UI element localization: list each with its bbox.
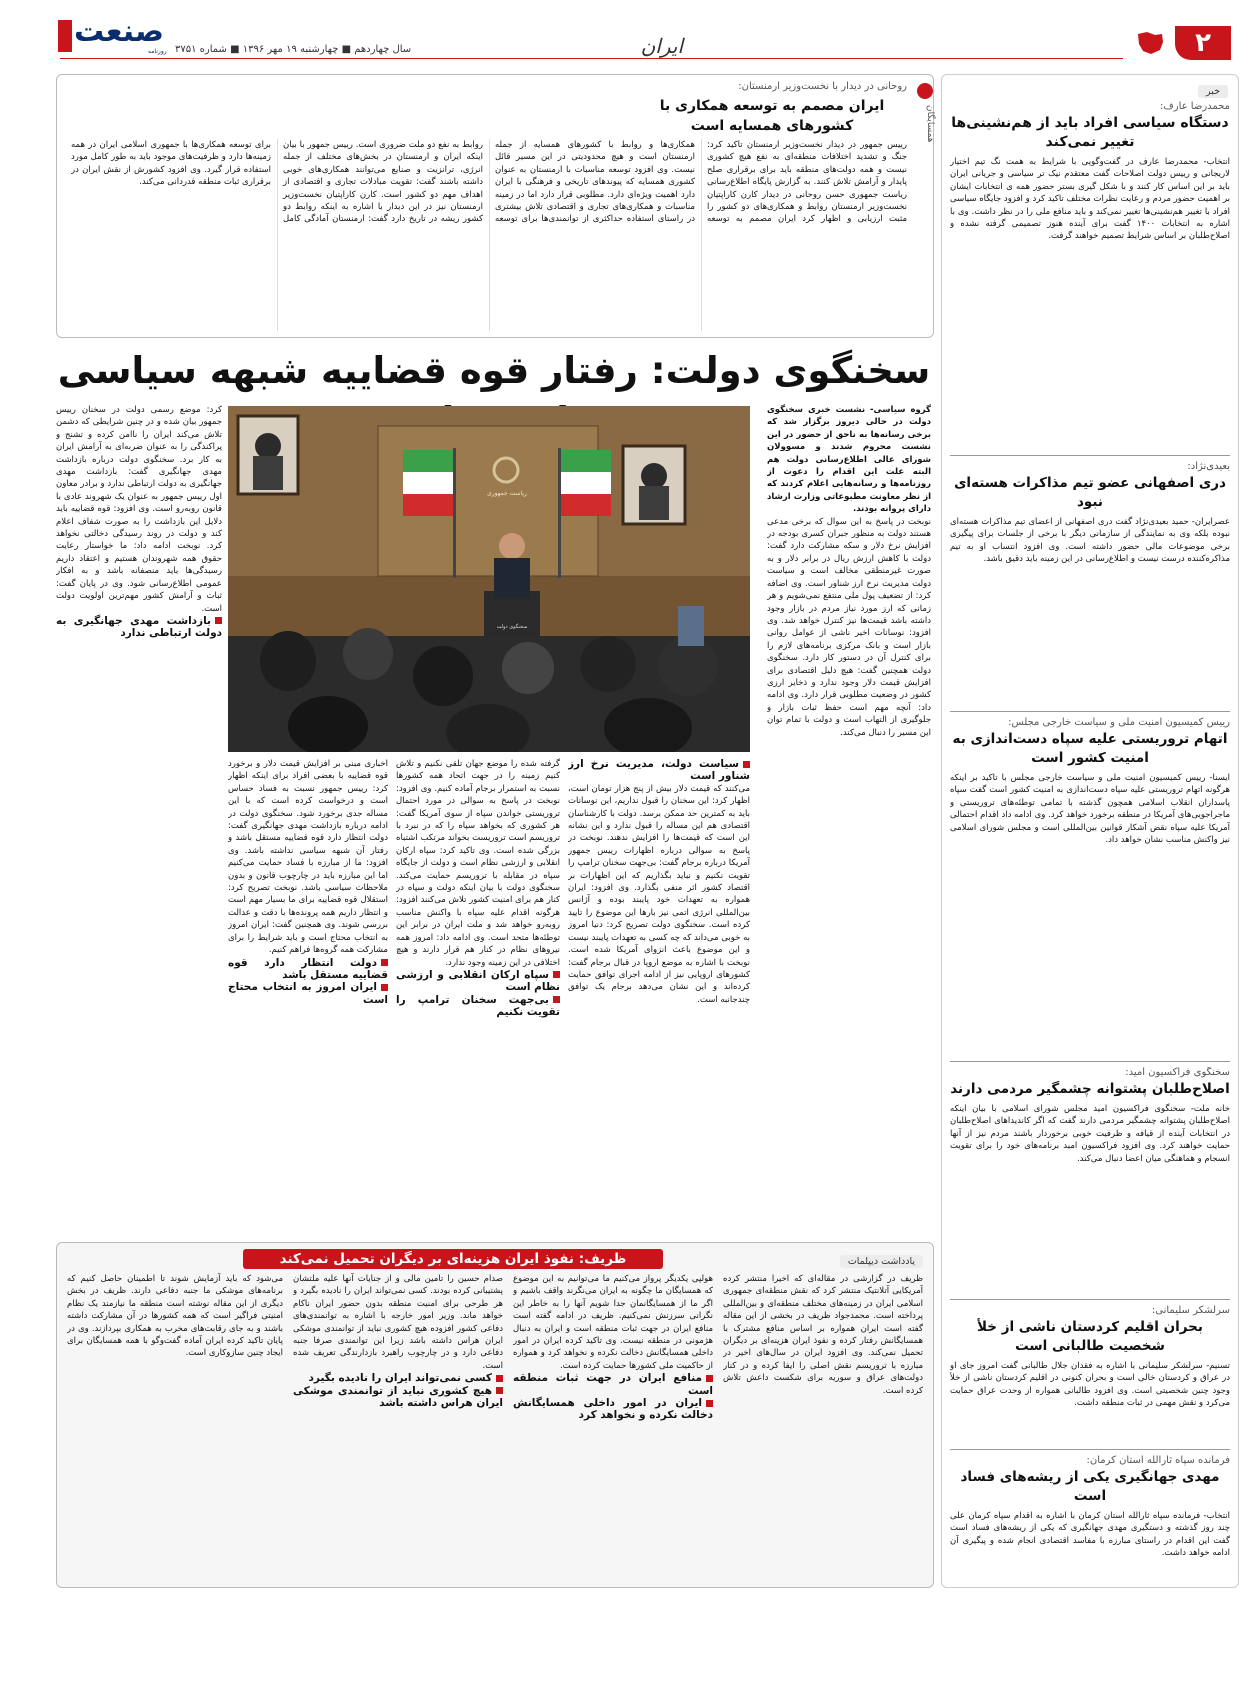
bottom-story-box xyxy=(56,1242,934,1588)
bottom-body-4: می‌شود که باید آزمایش شوند تا اطمینان حاصل کنیم که برنامه‌های موشکی ما جنبه دفاعی دارند. ظریف در بخش دیگری از این مقاله نوشته است منطقه ما نیازمند یک نظام امنیتی فراگیر است که همه کشورها در آن مشارکت داشته باشند و به جای رقابت‌های مخرب به همکاری بپردازند. وی در پایان تاکید کرده ایران آماده گفت‌وگو با همه همسایگان برای ایجاد چنین سازوکاری است. xyxy=(67,1274,283,1359)
sidebar-kicker: محمدرضا عارف: xyxy=(1160,101,1230,112)
bottom-body-3: صدام حسین را تامین مالی و از جنایات آنها علیه ملتشان پشتیبانی کرده بودند. کسی نمی‌تواند ایران را نادیده بگیرد و هر طرحی برای امنیت منطقه بدون حضور ایران ناکام خواهد ماند. وزیر امور خارجه با اشاره به توانمندی‌های دفاعی کشور افزوده هیچ کشوری نباید از توانمندی موشکی ایران هراس داشته باشد زیرا این توانمندی صرفا جنبه دفاعی دارد و در چارچوب راهبرد بازدارندگی تعریف شده است. xyxy=(293,1274,503,1371)
logo-text: صنعت xyxy=(74,14,164,49)
main-body-1: نوبخت در پاسخ به این سوال که برخی مدعی هستند دولت به منظور جبران کسری بودجه در افزایش نرخ دلار و سکه مشارکت دارد گفت: دولت با کاهش ارزش ریال در برابر دلار و به صورت غیرمنطقی مخالف است و سیاست دولت مدیریت نرخ ارز شناور است. وی اضافه کرد: از تضعیف پول ملی منتفع نمی‌شویم و هر زمانی که ارز مورد نیاز مردم در بازار وجود داشته باشد قیمت‌ها نیز کنترل خواهد شد. وی افزود: نوسانات اخیر ناشی از عوامل روانی بازار است و بانک مرکزی برنامه‌های لازم را برای کنترل آن در دستور کار دارد. سخنگوی دولت همچنین گفت: هیچ دلیل اقتصادی برای افزایش قیمت دلار وجود ندارد و ذخایر ارزی کشور در وضعیت مطلوبی قرار دارد. وی ادامه داد: آنچه مهم است حفظ ثبات بازار و جلوگیری از التهاب است و دولت با تمام توان این مسیر را دنبال می‌کند. xyxy=(767,516,931,738)
subhead: دولت انتظار دارد قوه قضاییه مستقل باشد xyxy=(228,956,388,981)
main-body-5: کرد: موضع رسمی دولت در سخنان رییس جمهور بیان شده و در چنین شرایطی که دشمن تلاش می‌کند ایران را ناامن کرده و تشنج و پراکندگی را به عنوان ضربه‌ای به آرامش ایران به کار برد. سخنگوی دولت درباره بازداشت مهدی جهانگیری گفت: بازداشت مهدی جهانگیری به دولت ارتباطی ندارد و برادر معاون اول رییس جمهور به عنوان یک شهروند عادی با قانون روبه‌رو است. وی افزود: قوه قضاییه باید دلایل این بازداشت را به صورت شفاف اعلام کند و دولت در روند رسیدگی دخالتی نخواهد کرد. نوبخت ادامه داد: ما خواستار رعایت حقوق همه شهروندان هستیم و اعتقاد داریم رسیدگی‌ها باید منصفانه باشد و به افکار عمومی اطلاع‌رسانی شود. وی در پایان گفت: ثبات و آرامش کشور مهم‌ترین اولویت دولت است. xyxy=(56,405,222,614)
sidebar-title: دستگاه سیاسی افراد باید از هم‌نشینی‌ها تغییر نمی‌کند xyxy=(951,115,1229,150)
issue-info: سال چهاردهم ■ چهارشنبه ۱۹ مهر ۱۳۹۶ ■ شماره ۳۷۵۱ xyxy=(175,44,412,55)
sidebar-title: اصلاح‌طلبان پشتوانه چشمگیر مردمی دارند xyxy=(950,1081,1230,1097)
sidebar-title: مهدی جهانگیری یکی از ریشه‌های فساد است xyxy=(960,1469,1220,1504)
subhead: منافع ایران در جهت ثبات منطقه است xyxy=(513,1372,713,1397)
sidebar-title: بحران اقلیم کردستان ناشی از خلأ شخصیت طالبانی است xyxy=(977,1319,1203,1354)
subhead: ایران در امور داخلی همسایگانش دخالت نکرده و نخواهد کرد xyxy=(513,1397,713,1422)
main-body-3: گرفته شده را موضع جهان تلقی نکنیم و تلاش کنیم زمینه را در جهت اتحاد همه کشورها نسبت به استمرار برجام آماده کنیم. وی افزود: نوبخت در پاسخ به سوالی در مورد احتمال تروریستی خواندن سپاه از سوی آمریکا گفت: هر کشوری که بخواهد سپاه را که در نبرد با تروریسم است تروریست بخواند مرتکب اشتباه بزرگی شده است. وی تاکید کرد: سپاه ارکان انقلابی و ارزشی نظام است و دولت از جایگاه سپاه در مقابله با تروریسم حمایت می‌کند. سخنگوی دولت با بیان اینکه دولت و سپاه در کنار هم برای امنیت کشور تلاش می‌کنند افزود: هرگونه اقدام علیه سپاه با واکنش مناسب روبه‌رو خواهد شد و ملت ایران در برابر این توطئه‌ها متحد است. وی ادامه داد: امروز همه نیروهای نظام در کنار هم قرار دارند و هیچ اختلافی در این زمینه وجود ندارد. xyxy=(396,759,560,968)
page-number-badge: ۲ xyxy=(1175,26,1231,60)
main-intro: گروه سیاسی- نشست خبری سخنگوی دولت در حالی دیروز برگزار شد که برخی رسانه‌ها به ناحق از حضور در این نشست محروم شدند و مسوولان شورای عالی اطلاع‌رسانی دولت هم البته علت این اقدام را دعوت از روزنامه‌ها و رسانه‌هایی اعلام کردند که از نظر معاونت مطبوعاتی وزارت ارشاد دارای پروانه بودند. xyxy=(767,405,931,515)
sidebar-item xyxy=(950,461,1230,707)
section-title: ایران xyxy=(640,34,683,58)
section-tab xyxy=(915,83,935,213)
sidebar-item xyxy=(950,717,1230,1057)
bottom-col-3 xyxy=(293,1273,503,1579)
bottom-col-2 xyxy=(513,1273,713,1579)
logo xyxy=(58,14,168,56)
sidebar-item xyxy=(950,1305,1230,1445)
section-tab-label: همسایگان xyxy=(925,105,935,143)
main-story-col-1 xyxy=(767,404,931,992)
logo-sub: روزنامه xyxy=(148,48,167,55)
subhead: سپاه ارکان انقلابی و ارزشی نظام است xyxy=(396,968,560,994)
subhead: سیاست دولت، مدیریت نرخ ارز شناور است xyxy=(568,758,750,783)
sidebar-body: انتخاب- محمدرضا عارف در گفت‌وگویی با شرایط به همت نگ تیم اختیار لاریجانی و رییس دولت اصلاحات گفت معتقدم نیک تر سیاسی و جریانی ایران باید بر این اساس کار کنند و با شکل گیری بستر حضور همه ی انتخابات ایشان بر اهمیت حضور مردم و رعایت نظرات مختلف تاکید کرد و افزود جایگاه سیاسی افراد با تغییر هم‌نشینی‌ها تغییر نمی‌کند و باید منافع ملی را در نظر داشت. وی با اشاره به انتخابات ۱۴۰۰ گفت برای آینده هنوز تصمیمی گرفته نشده و اصلاح‌طلبان بر اساس شرایط تصمیم خواهند گرفت. xyxy=(950,157,1230,242)
sidebar-body: عصرایران- حمید بعیدی‌نژاد گفت دری اصفهانی از اعضای تیم مذاکرات هسته‌ای نبوده بلکه وی به نمایندگی از سازمانی دیگر با برخی از جلسات برای پیگیری برخی موضوعات مالی حضور داشته است. وی افزود انتساب او به تیم مذاکره‌کننده درست نیست و اطلاع‌رسانی در این زمینه باید دقیق باشد. xyxy=(950,517,1230,565)
wall-label: ریاست جمهوری xyxy=(487,490,527,497)
page-header xyxy=(0,0,1253,66)
bottom-section-tag: یادداشت دیپلمات xyxy=(840,1249,923,1268)
sidebar-body: ایسنا- رییس کمیسیون امنیت ملی و سیاست خارجی مجلس با تاکید بر اینکه هرگونه اتهام تروریستی علیه سپاه دست‌اندازی به امنیت کشور است گفت سپاه پاسداران انقلاب اسلامی همچون گذشته با تمامی توطئه‌های تروریستی و ماجراجویی‌های آمریکا در منطقه برخورد خواهد کرد. وی ادامه داد اقدام احتمالی آمریکا علیه سپاه نقض آشکار قوانین بین‌المللی است و مجلس شورای اسلامی نیز واکنش مناسب نشان خواهد داد. xyxy=(950,773,1230,846)
bottom-col-4 xyxy=(67,1273,283,1579)
main-body-2: می‌کنند که قیمت دلار بیش از پنج هزار تومان است، اظهار کرد: این سخنان را قبول نداریم، این نوسانات باید به کمترین حد ممکن برسد. دولت با کارشناسان اقتصادی هم این مساله را قبول ندارد و این نشانه این است که قیمت‌ها را افزایش ندهند. نوبخت در پاسخ به سوالی درباره اظهارات رییس جمهور آمریکا درباره برجام گفت: بی‌جهت سخنان ترامپ را تقویت نکنیم و نباید بگذاریم که این اظهارات بر اقتصاد کشور اثر منفی بگذارد. وی افزود: ایران همواره به تعهدات خود پایبند بوده و آژانس بین‌المللی انرژی اتمی نیز بارها این موضوع را تایید کرده است. سخنگوی دولت تصریح کرد: دنیا امروز به خوبی می‌داند که چه کسی به تعهدات پایبند نیست و این موضوع باعث انزوای آمریکا شده است. نوبخت با اشاره به موضع اروپا در قبال برجام گفت: کشورهای اروپایی نیز از ادامه اجرای توافق حمایت کرده‌اند و این نشان می‌دهد برجام یک توافق چندجانبه است. xyxy=(568,783,750,1005)
main-story-col-2 xyxy=(568,758,750,1186)
top-story-box xyxy=(56,74,934,338)
main-story-col-4 xyxy=(228,758,388,1186)
sidebar-item xyxy=(950,101,1230,451)
bottom-story-title: ظریف: نفوذ ایران هزینه‌ای بر دیگران تحمیل نمی‌کند xyxy=(243,1249,663,1269)
bottom-body-1: ظریف در گزارشی در مقاله‌ای که اخیرا منتشر کرده آمریکایی آتلانتیک منتشر کرد که نقش منطقه‌ای جمهوری اسلامی ایران در زمینه‌های مختلف منطقه‌ای و بین‌المللی پرداخته است. محمدجواد ظریف در بخشی از این مقاله گفته است ایران همواره بر اساس منافع مشترک با همسایگانش رفتار کرده و نفوذ ایران هزینه‌ای بر دیگران تحمیل نمی‌کند. وی افزود ایران در سال‌های اخیر در مبارزه با تروریسم نقش اصلی را ایفا کرده و در کنار دولت‌های عراق و سوریه برای شکست داعش تلاش کرده است. xyxy=(723,1274,923,1396)
subhead: ایران امروز به انتخاب محتاج است xyxy=(228,981,388,1006)
sidebar-kicker: سرلشکر سلیمانی: xyxy=(1151,1305,1230,1316)
sidebar-item xyxy=(950,1455,1230,1583)
header-rule xyxy=(60,58,1123,59)
subhead: بازداشت مهدی جهانگیری به دولت ارتباطی ندارد xyxy=(56,614,222,640)
sidebar-body: خانه ملت- سخنگوی فراکسیون امید مجلس شورای اسلامی با بیان اینکه اصلاح‌طلبان پشتوانه چشمگیر مردمی دارند گفت که اگر کاندیداهای اصلاح‌طلبان در انتخابات آینده از قیافه و ظرفیت خوبی برخوردار باشند مردم نیز از آنها حمایت خواهند کرد. وی افزود فراکسیون امید برنامه‌های خود را برای تقویت انسجام و هماهنگی میان اعضا دنبال می‌کند. xyxy=(950,1104,1230,1164)
sidebar-kicker: فرمانده سپاه ثارالله استان کرمان: xyxy=(1086,1455,1230,1466)
iran-map-icon xyxy=(1135,30,1165,56)
top-story-title: ایران مصمم به توسعه همکاری با کشورهای همسایه است xyxy=(659,98,885,134)
sidebar-kicker: بعیدی‌نژاد: xyxy=(1187,461,1230,472)
press-conference-photo xyxy=(228,406,750,752)
sidebar-item xyxy=(950,1067,1230,1295)
subhead: هیچ کشوری نباید از توانمندی موشکی ایران هراس داشته باشد xyxy=(293,1384,503,1410)
main-headline: سخنگوی دولت: رفتار قوه قضاییه شبهه سیاسی xyxy=(57,349,931,392)
main-story-col-5 xyxy=(56,404,222,1186)
bottom-col-1 xyxy=(723,1273,923,1579)
subhead: کسی نمی‌تواند ایران را نادیده بگیرد xyxy=(293,1372,503,1384)
subhead: بی‌جهت سخنان ترامپ را تقویت نکنیم xyxy=(396,993,560,1019)
news-sidebar xyxy=(941,74,1239,1588)
main-body-4: اخباری مبنی بر افزایش قیمت دلار و برخورد قوه قضاییه با بعضی افراد برای اینکه اظهار کرد: رییس جمهور نسبت به فساد حساس است و درخواست کرده است که با این مساله جدی برخورد شود. سخنگوی دولت در ادامه درباره بازداشت مهدی جهانگیری گفت: دولت انتظار دارد قوه قضاییه مستقل باشد و رفتار آن شبهه سیاسی نداشته باشد. وی افزود: ما از مبارزه با فساد حمایت می‌کنیم اما این مبارزه باید در چارچوب قانون و بدون ملاحظات سیاسی باشد. نوبخت تصریح کرد: استقلال قوه قضاییه برای ما بسیار مهم است و انتظار داریم همه پرونده‌ها با دقت و عدالت بررسی شوند. وی همچنین گفت: ایران امروز به انتخاب محتاج است و باید شرایط را برای مشارکت همه گروه‌ها فراهم کنیم. xyxy=(228,759,388,956)
sidebar-kicker: سخنگوی فراکسیون امید: xyxy=(1125,1067,1230,1078)
sidebar-tag: خبر xyxy=(1198,79,1228,98)
sidebar-kicker: رییس کمیسیون امنیت ملی و سیاست خارجی مجلس: xyxy=(1008,717,1230,728)
sidebar-title: دری اصفهانی عضو تیم مذاکرات هسته‌ای نبود xyxy=(954,475,1226,510)
top-story-headline-block xyxy=(637,81,907,136)
top-story-kicker: روحانی در دیدار با نخست‌وزیر ارمنستان: xyxy=(738,81,907,92)
main-story-col-3 xyxy=(396,758,560,1186)
sidebar-title: اتهام تروریستی علیه سپاه دست‌اندازی به امنیت کشور است xyxy=(952,731,1228,766)
sidebar-body: انتخاب- فرمانده سپاه ثارالله استان کرمان با اشاره به اقدام سپاه کرمان علی چند روز گذشته و دستگیری مهدی جهانگیری که یکی از ریشه‌های فساد است گفت این اقدام در راستای مبارزه با مفاسد اقتصادی انجام شده و پیگیری آن ادامه خواهد داشت. xyxy=(950,1511,1230,1559)
sidebar-body: تسنیم- سرلشکر سلیمانی با اشاره به فقدان جلال طالبانی گفت امروز جای او در عراق و کردستان خالی است و بحران کنونی در اقلیم کردستان ناشی از خلأ وجود چنین شخصیتی است. وی افزود طالبانی همواره از وحدت عراق حمایت می‌کرد و نقش مهمی در ثبات منطقه داشت. xyxy=(950,1361,1230,1409)
bottom-body-2: هولپی یکدیگر پرواز می‌کنیم ما می‌توانیم به این موضوع که همسایگان ما چگونه به ایران می‌نگرند واقف باشیم و اگر ما از همسایگانمان جدا شویم آنها را به خاطر این نگرانی سرزنش نمی‌کنیم. ظریف در ادامه گفته است منافع ایران در جهت ثبات منطقه است و ایران به دنبال هژمونی در منطقه نیست. وی تاکید کرده ایران در امور داخلی همسایگانش دخالت نکرده و نخواهد کرد و همواره از حاکمیت ملی کشورها حمایت کرده است. xyxy=(513,1274,713,1371)
top-story-body: رییس جمهور در دیدار نخست‌وزیر ارمنستان تاکید کرد: جنگ و تشدید اختلافات منطقه‌ای به نفع هیچ کشوری نیست و همه دولت‌های منطقه باید برای برقراری صلح پایدار و آرامش تلاش کنند. به گزارش پایگاه اطلاع‌رسانی ریاست جمهوری حسن روحانی در دیدار کارن کاراپتیان نخست‌وزیر ارمنستان روابط و همکاری‌های دو کشور را مثبت ارزیابی و اظهار کرد ایران مصمم به توسعه همکاری‌ها و روابط با کشورهای همسایه از جمله ارمنستان است و هیچ محدودیتی در این مسیر قائل نیست. وی افزود توسعه مناسبات با ارمنستان به عنوان کشوری همسایه که پیوندهای تاریخی و فرهنگی با ایران دارد اهمیت ویژه‌ای دارد. مطلوبی قرار دارد اما در زمینه مناسبات و همکاری‌های تجاری و اقتصادی تلاش بیشتری در راستای استفاده حداکثری از توانمندی‌ها برای توسعه روابط به نفع دو ملت ضروری است. رییس جمهور با بیان اینکه ایران و ارمنستان در بخش‌های مختلف از جمله انرژی، ترانزیت و صنایع می‌توانند همکاری‌های خوبی داشته باشند گفت: تقویت مبادلات تجاری و اقتصادی از اهداف مهم دو کشور است. کارن کاراپتیان نخست‌وزیر ارمنستان نیز در این دیدار با اشاره به اینکه روابط دو کشور ریشه در تاریخ دارد گفت: ارمنستان آمادگی کامل برای توسعه همکاری‌ها با جمهوری اسلامی ایران در همه زمینه‌ها دارد و ظرفیت‌های موجود باید به طور کامل مورد استفاده قرار گیرد. وی افزود کشورش از نقش ایران در برقراری ثبات منطقه قدردانی می‌کند. xyxy=(71,140,907,225)
podium-label: سخنگوی دولت xyxy=(496,624,528,630)
